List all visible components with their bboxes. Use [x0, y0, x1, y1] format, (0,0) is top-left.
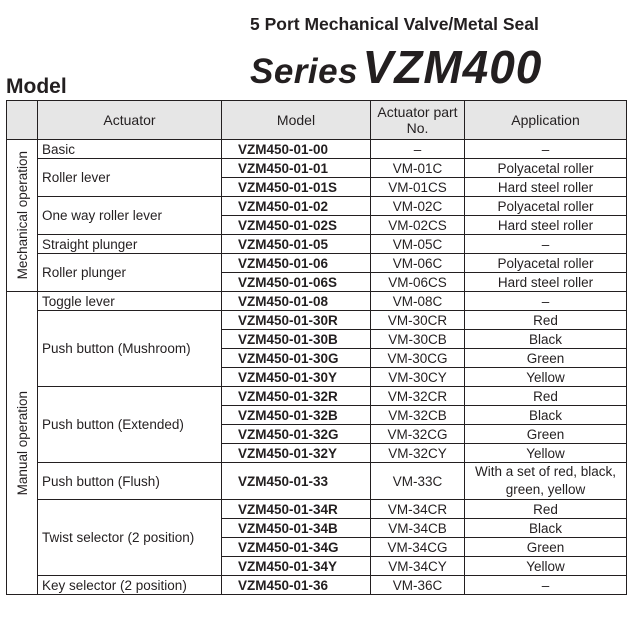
category-label: Manual operation	[14, 390, 30, 496]
part-cell: VM-34CG	[371, 538, 465, 557]
actuator-cell: Push button (Flush)	[38, 463, 222, 500]
category-label: Mechanical operation	[14, 151, 30, 280]
part-cell: VM-34CR	[371, 500, 465, 519]
part-cell: VM-01C	[371, 159, 465, 178]
application-cell: Green	[465, 349, 627, 368]
product-subtitle: 5 Port Mechanical Valve/Metal Seal	[250, 14, 539, 34]
application-cell: Black	[465, 519, 627, 538]
part-cell: VM-32CG	[371, 425, 465, 444]
model-cell: VZM450-01-06S	[222, 273, 371, 292]
part-cell: VM-02C	[371, 197, 465, 216]
model-cell: VZM450-01-32Y	[222, 444, 371, 463]
actuator-cell: Push button (Mushroom)	[38, 311, 222, 387]
model-cell: VZM450-01-00	[222, 140, 371, 159]
application-cell: Red	[465, 387, 627, 406]
part-cell: VM-08C	[371, 292, 465, 311]
part-cell: VM-06CS	[371, 273, 465, 292]
part-cell: VM-32CR	[371, 387, 465, 406]
table-row	[7, 576, 627, 595]
model-cell: VZM450-01-34Y	[222, 557, 371, 576]
part-cell: VM-33C	[371, 463, 465, 500]
part-cell: VM-34CB	[371, 519, 465, 538]
header-model: Model	[222, 101, 371, 140]
actuator-cell: Twist selector (2 position)	[38, 500, 222, 576]
model-cell: VZM450-01-02	[222, 197, 371, 216]
model-cell: VZM450-01-01	[222, 159, 371, 178]
part-cell: VM-32CB	[371, 406, 465, 425]
model-cell: VZM450-01-08	[222, 292, 371, 311]
table-row	[7, 292, 627, 311]
model-table	[6, 100, 627, 595]
table-row	[7, 140, 627, 159]
model-cell: VZM450-01-33	[222, 463, 371, 500]
part-cell: –	[371, 140, 465, 159]
application-cell: Red	[465, 311, 627, 330]
table-row	[7, 197, 627, 216]
actuator-cell: Roller lever	[38, 159, 222, 197]
header-category-blank	[7, 101, 38, 140]
application-cell: Black	[465, 406, 627, 425]
application-cell: –	[465, 140, 627, 159]
application-cell: With a set of red, black, green, yellow	[465, 463, 627, 500]
application-cell: Hard steel roller	[465, 273, 627, 292]
actuator-cell: Basic	[38, 140, 222, 159]
actuator-cell: Push button (Extended)	[38, 387, 222, 463]
part-cell: VM-06C	[371, 254, 465, 273]
table-row	[7, 254, 627, 273]
part-cell: VM-30CG	[371, 349, 465, 368]
table-row	[7, 159, 627, 178]
series-title	[250, 40, 543, 93]
model-cell: VZM450-01-32B	[222, 406, 371, 425]
application-cell: Polyacetal roller	[465, 159, 627, 178]
part-cell: VM-05C	[371, 235, 465, 254]
application-cell: –	[465, 235, 627, 254]
actuator-cell: One way roller lever	[38, 197, 222, 235]
actuator-cell: Key selector (2 position)	[38, 576, 222, 595]
part-cell: VM-32CY	[371, 444, 465, 463]
model-cell: VZM450-01-36	[222, 576, 371, 595]
application-cell: Yellow	[465, 444, 627, 463]
table-row	[7, 311, 627, 330]
application-cell: Hard steel roller	[465, 216, 627, 235]
part-cell: VM-30CR	[371, 311, 465, 330]
part-cell: VM-02CS	[371, 216, 465, 235]
actuator-cell: Toggle lever	[38, 292, 222, 311]
category-manual	[7, 292, 38, 595]
table-row	[7, 387, 627, 406]
series-code: VZM400	[362, 41, 543, 93]
model-cell: VZM450-01-06	[222, 254, 371, 273]
part-cell: VM-34CY	[371, 557, 465, 576]
application-cell: Red	[465, 500, 627, 519]
model-cell: VZM450-01-34B	[222, 519, 371, 538]
table-row	[7, 235, 627, 254]
model-cell: VZM450-01-01S	[222, 178, 371, 197]
model-cell: VZM450-01-34R	[222, 500, 371, 519]
bottom-rule	[6, 594, 626, 595]
model-cell: VZM450-01-32R	[222, 387, 371, 406]
application-cell: –	[465, 576, 627, 595]
actuator-cell: Roller plunger	[38, 254, 222, 292]
model-cell: VZM450-01-30G	[222, 349, 371, 368]
model-cell: VZM450-01-32G	[222, 425, 371, 444]
application-cell: Green	[465, 538, 627, 557]
header-application: Application	[465, 101, 627, 140]
part-cell: VM-30CY	[371, 368, 465, 387]
application-cell: Black	[465, 330, 627, 349]
model-cell: VZM450-01-05	[222, 235, 371, 254]
category-mechanical	[7, 140, 38, 292]
part-cell: VM-01CS	[371, 178, 465, 197]
section-title-model: Model	[6, 75, 67, 98]
model-cell: VZM450-01-30Y	[222, 368, 371, 387]
model-cell: VZM450-01-34G	[222, 538, 371, 557]
application-cell: Polyacetal roller	[465, 197, 627, 216]
table-row	[7, 500, 627, 519]
series-word: Series	[250, 52, 359, 91]
header-part-no: Actuator part No.	[371, 101, 465, 140]
model-cell: VZM450-01-30R	[222, 311, 371, 330]
part-cell: VM-30CB	[371, 330, 465, 349]
model-cell: VZM450-01-30B	[222, 330, 371, 349]
application-cell: Yellow	[465, 557, 627, 576]
application-cell: Polyacetal roller	[465, 254, 627, 273]
actuator-cell: Straight plunger	[38, 235, 222, 254]
application-cell: Yellow	[465, 368, 627, 387]
table-row	[7, 463, 627, 500]
model-cell: VZM450-01-02S	[222, 216, 371, 235]
application-cell: –	[465, 292, 627, 311]
application-cell: Hard steel roller	[465, 178, 627, 197]
table-header-row	[7, 101, 627, 140]
header-actuator: Actuator	[38, 101, 222, 140]
part-cell: VM-36C	[371, 576, 465, 595]
application-cell: Green	[465, 425, 627, 444]
